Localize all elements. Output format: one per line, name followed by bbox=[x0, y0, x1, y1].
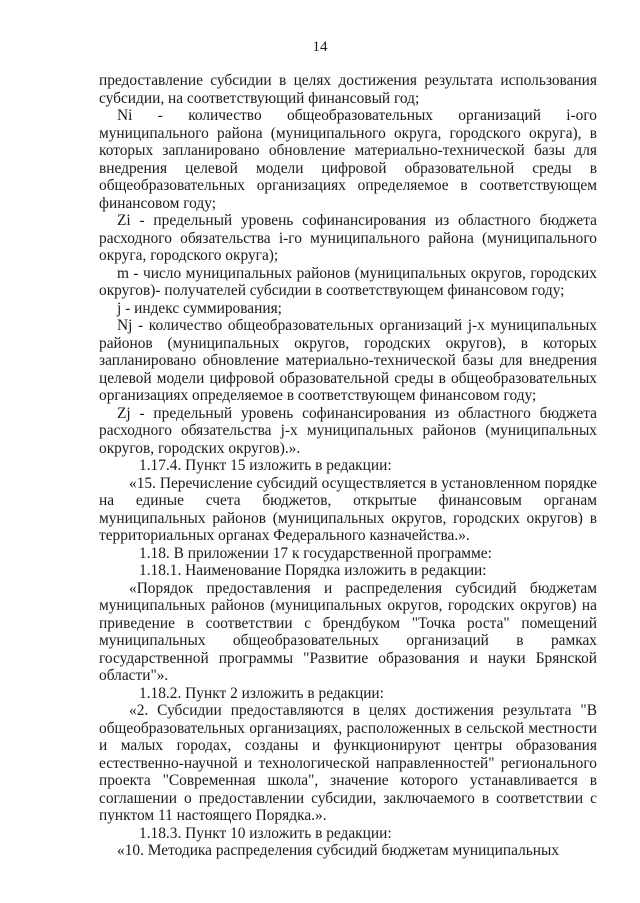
paragraph-zj-definition: Zj - предельный уровень софинансирования из областного бюджета расходного обязательства j-х муниципальных районов (муниципальных округов, городских округов).». bbox=[99, 404, 597, 457]
paragraph-zi-definition: Zi - предельный уровень софинансирования из областного бюджета расходного обязательства i-го муниципального района (муниципального округа, городского округа); bbox=[99, 212, 597, 264]
paragraph-m-definition: m - число муниципальных районов (муниципальных округов, городских округов)- получателей субсидии в соответствующем финансовом году; bbox=[99, 264, 597, 299]
paragraph-1-18-3: 1.18.3. Пункт 10 изложить в редакции: bbox=[139, 824, 392, 842]
paragraph-1-17-4: 1.17.4. Пункт 15 изложить в редакции: bbox=[139, 457, 392, 474]
paragraph-1-18: 1.18. В приложении 17 к государственной программе: bbox=[139, 544, 492, 562]
paragraph-point-15: «15. Перечисление субсидий осуществляется в установленном порядке на единые счета бюджетов, открытые финансовым органам муниципальных районов (муниципальных округов, городских округов) в территориальных органах Федерального казначейства.». bbox=[99, 474, 597, 544]
paragraph-ni-definition: Ni - количество общеобразовательных организаций i-ого муниципального района (муниципального округа, городского округа), в которых запланировано обновление материально-технической базы для внедрения целевой модели цифровой образовательной среды в общеобразовательных организациях определяемое в соответствующем финансовом году; bbox=[99, 107, 597, 212]
paragraph-result-use: предоставление субсидии в целях достижения результата использования субсидии, на соответствующий финансовый год; bbox=[99, 72, 597, 107]
paragraph-order-title: «Порядок предоставления и распределения субсидий бюджетам муниципальных районов (муниципальных округов, городских округов) на приведение в соответствии с брендбуком "Точка роста" помещений муниципальных общеобразовательных организаций в рамках государственной программы "Развитие образования и науки Брянской области"». bbox=[99, 579, 597, 684]
paragraph-nj-definition: Nj - количество общеобразовательных организаций j-х муниципальных районов (муниципальных округов, городских округов), в которых запланировано обновление материально-технической базы для внедрения целевой модели цифровой образовательной среды в общеобразовательных организациях определяемое в соответствующем финансовом году; bbox=[99, 317, 597, 404]
document-body bbox=[99, 72, 597, 860]
page-number: 14 bbox=[312, 39, 328, 55]
paragraph-point-2: «2. Субсидии предоставляются в целях достижения результата "В общеобразовательных организациях, расположенных в сельской местности и малых городах, созданы и функционируют центры образования естественно-научной и технологической направленностей" регионального проекта "Современная школа", значение которого устанавливается в соглашении о предоставлении субсидии, заключаемого в соответствии с пунктом 11 настоящего Порядка.». bbox=[99, 702, 597, 824]
paragraph-point-10: «10. Методика распределения субсидий бюджетам муниципальных bbox=[117, 842, 560, 859]
paragraph-j-definition: j - индекс суммирования; bbox=[117, 299, 282, 317]
paragraph-1-18-1: 1.18.1. Наименование Порядка изложить в редакции: bbox=[139, 562, 487, 579]
paragraph-1-18-2: 1.18.2. Пункт 2 изложить в редакции: bbox=[139, 684, 384, 702]
